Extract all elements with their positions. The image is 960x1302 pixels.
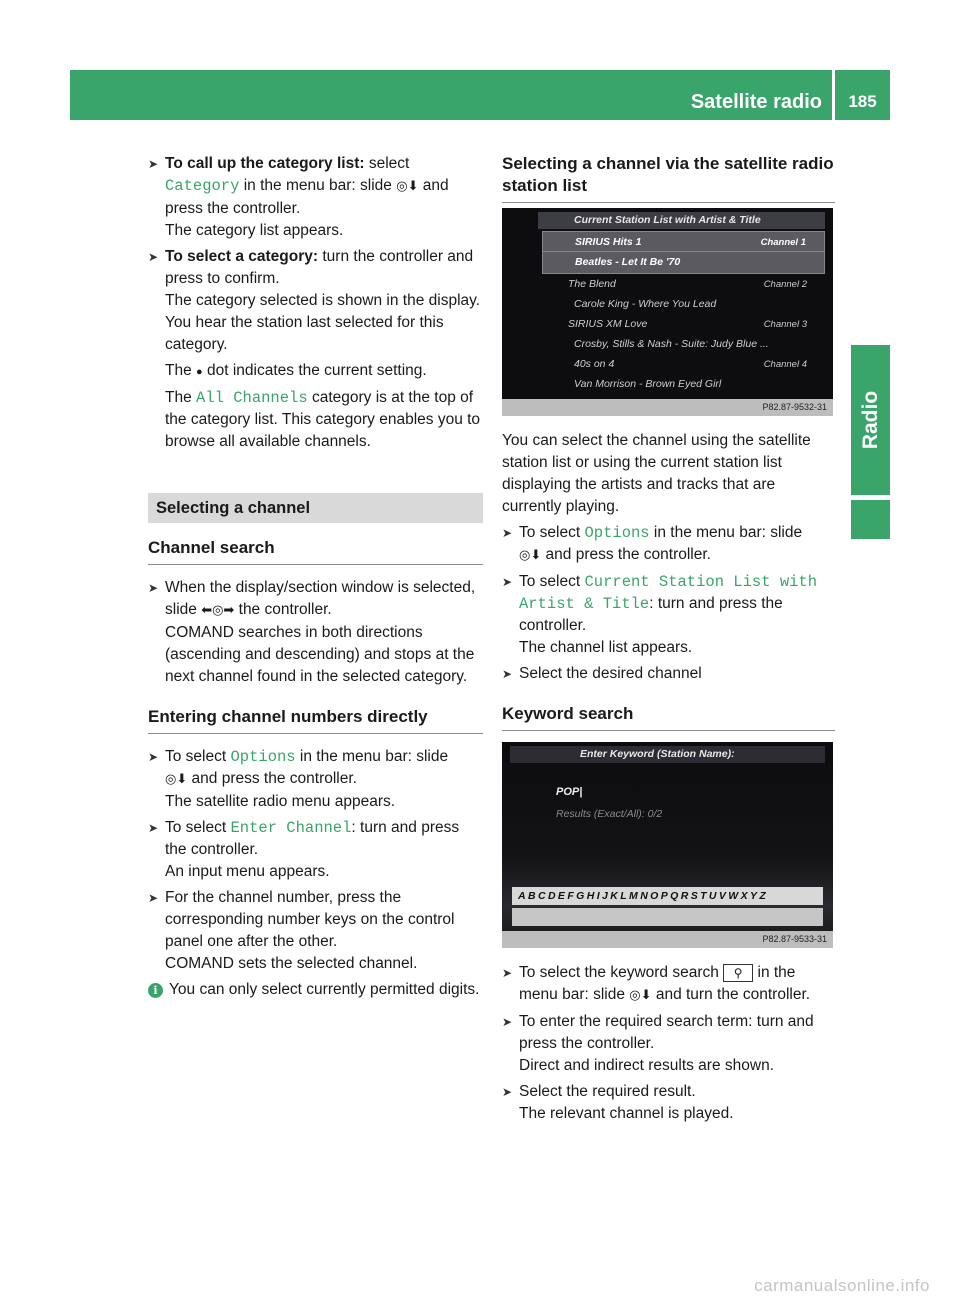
step-arrow-icon: ➤ [502, 1085, 513, 1099]
step-current-station-list: ➤ To select Current Station List with Artist & Title: turn and press the controller. The channel list appears. [502, 573, 818, 656]
footer-watermark: carmanualsonline.info [754, 1276, 930, 1295]
section-marker [851, 500, 890, 539]
station-row: SIRIUS Hits 1 Channel 1 [542, 231, 825, 254]
results-count: Results (Exact/All): 0/2 [556, 808, 663, 820]
dot-note: The ● dot indicates the current setting. [165, 362, 427, 379]
station-row: Van Morrison - Brown Eyed Girl [574, 378, 722, 390]
controller-slide-down-icon: ◎⬇ [165, 772, 188, 787]
section-heading: Selecting a channel [148, 493, 483, 523]
image-code: P82.87-9533-31 [502, 931, 833, 948]
step-select-desired: ➤ Select the desired channel [502, 663, 835, 685]
page-title: Satellite radio [685, 70, 832, 120]
controller-slide-left-right-icon: ⬅◎➡ [201, 603, 235, 618]
step-select-category: ➤ To select a category: turn the controller and press to confirm. The category selected is shown in the display. You hear the station last selected for this category. [148, 248, 481, 353]
step-arrow-icon: ➤ [148, 750, 159, 764]
step-keyword-search: ➤ To select the keyword search ⚲ in the menu bar: slide ◎⬇ and turn the controller. [502, 964, 811, 1003]
controller-slide-down-icon: ◎⬇ [519, 548, 542, 563]
menu-item-options: Options [584, 524, 650, 542]
bullet-dot-icon: ● [196, 366, 203, 378]
station-row: Carole King - Where You Lead [574, 298, 717, 310]
step-arrow-icon: ➤ [148, 581, 159, 595]
keyboard-letters: ABCDEFGHIJKLMNOPQRSTUVWXYZ [512, 887, 823, 905]
heading-keyword-search: Keyword search [502, 703, 835, 731]
step-enter-term: ➤ To enter the required search term: turn and press the controller. Direct and indirect results are shown. [502, 1013, 814, 1074]
keyword-search-screenshot [502, 742, 833, 948]
heading-station-list: Selecting a channel via the satellite radio station list [502, 153, 835, 203]
step-options: ➤ To select Options in the menu bar: slide ◎⬇ and press the controller. [502, 524, 803, 563]
heading-entering-numbers: Entering channel numbers directly [148, 706, 483, 734]
search-icon: ⚲ [723, 964, 753, 982]
controller-slide-down-icon: ◎⬇ [629, 988, 652, 1003]
station-row: Beatles - Let It Be '70 [542, 251, 825, 274]
station-row: The Blend Channel 2 [568, 278, 807, 290]
step-arrow-icon: ➤ [502, 526, 513, 540]
right-column-bottom [502, 962, 835, 1129]
heading-channel-search: Channel search [148, 537, 483, 565]
page-number: 185 [835, 70, 890, 120]
step-select-options: ➤ To select Options in the menu bar: slide ◎⬇ and press the controller. The satellite radio menu appears. [148, 748, 449, 810]
menu-item-all-channels: All Channels [196, 389, 308, 407]
step-enter-channel: ➤ To select Enter Channel: turn and press the controller. An input menu appears. [148, 819, 460, 880]
left-column [148, 153, 483, 1005]
step-arrow-icon: ➤ [502, 966, 513, 980]
step-arrow-icon: ➤ [148, 821, 159, 835]
all-channels-note: The All Channels category is at the top of the category list. This category enables you to browse all available channels. [165, 389, 481, 450]
step-call-category: ➤ To call up the category list: select Category in the menu bar: slide ◎⬇ and press the controller. The category list appears. [148, 155, 449, 239]
step-arrow-icon: ➤ [148, 250, 159, 264]
step-select-result: ➤ Select the required result. The relevant channel is played. [502, 1083, 734, 1122]
station-row: SIRIUS XM Love Channel 3 [568, 318, 807, 330]
menu-item-category: Category [165, 177, 240, 195]
image-code: P82.87-9532-31 [502, 399, 833, 416]
screen-title: Current Station List with Artist & Title [538, 212, 825, 229]
menu-item-enter-channel: Enter Channel [230, 819, 352, 837]
screen-title: Enter Keyword (Station Name): [510, 746, 825, 763]
station-row: Crosby, Stills & Nash - Suite: Judy Blue ... [574, 338, 769, 350]
intro-paragraph: You can select the channel using the satellite station list or using the current station list displaying the artists and tracks that are currently playing. [502, 432, 811, 515]
section-tab-radio: Radio [851, 345, 890, 495]
menu-item-current-station-list: Current Station List with Artist & Title [519, 573, 818, 613]
keyword-input: POP| [556, 786, 583, 798]
step-number-keys: ➤ For the channel number, press the corresponding number keys on the control panel one after the other. COMAND sets the selected channel. [148, 889, 455, 972]
step-arrow-icon: ➤ [502, 575, 513, 589]
right-column [502, 153, 835, 215]
step-arrow-icon: ➤ [502, 667, 513, 681]
station-row: 40s on 4 Channel 4 [574, 358, 807, 370]
step-arrow-icon: ➤ [148, 157, 159, 171]
step-arrow-icon: ➤ [148, 891, 159, 905]
menu-item-options: Options [230, 748, 296, 766]
info-icon: i [148, 983, 163, 998]
keyboard-symbols [512, 908, 823, 926]
controller-slide-down-icon: ◎⬇ [396, 179, 419, 194]
info-note: i You can only select currently permitted digits. [148, 979, 483, 1001]
right-column-mid [502, 430, 835, 743]
station-list-screenshot [502, 208, 833, 416]
step-arrow-icon: ➤ [502, 1015, 513, 1029]
step-channel-search: ➤ When the display/section window is selected, slide ⬅◎➡ the controller. COMAND searches in both directions (ascending and descending) and stops at the next channel found in the selected category. [148, 579, 476, 685]
